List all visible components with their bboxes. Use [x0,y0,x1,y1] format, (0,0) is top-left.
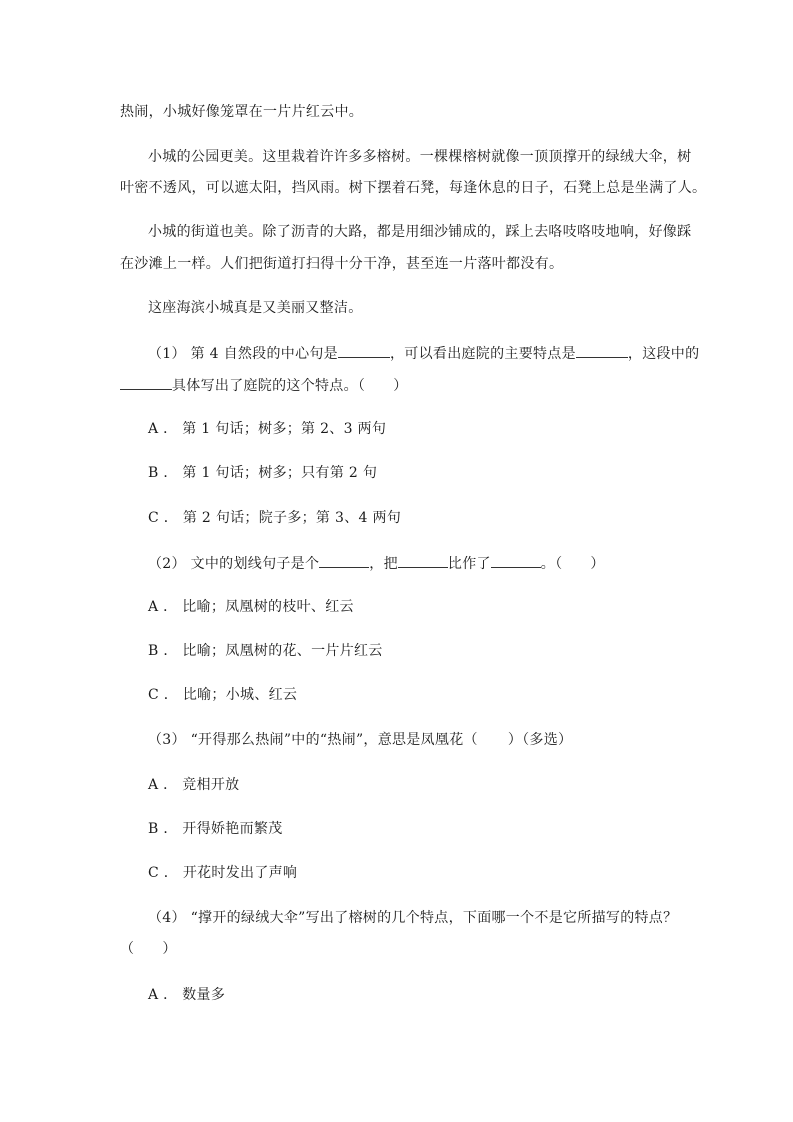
answer-blank[interactable] [576,343,628,358]
answer-blank[interactable] [338,343,390,358]
question-4-line2: （ ） [120,941,177,957]
question-4-option-a[interactable]: A ． 数量多 [148,987,226,1003]
question-3-option-c[interactable]: C ． 开花时发出了声响 [148,865,298,881]
answer-blank[interactable] [120,375,172,390]
passage-paragraph-park-line2: 叶密不透风，可以遮太阳，挡风雨。树下摆着石凳，每逢休息的日子，石凳上总是坐满了人。 [120,180,707,196]
question-2-option-a[interactable]: A ． 比喻；凤凰树的枝叶、红云 [148,599,354,615]
answer-blank[interactable] [398,553,448,568]
question-1-option-b[interactable]: B ． 第 1 句话；树多；只有第 2 句 [148,465,378,481]
question-4-line1: （4） “撑开的绿绒大伞”写出了榕树的几个特点，下面哪一个不是它所描写的特点？ [148,910,678,926]
answer-blank[interactable] [491,553,541,568]
question-1-line2: 具体写出了庭院的这个特点。（ ） [120,375,408,395]
passage-paragraph-park-line1: 小城的公园更美。这里栽着许许多多榕树。一棵棵榕树就像一顶顶撑开的绿绒大伞，树 [148,149,692,165]
passage-paragraph-street-line2: 在沙滩上一样。人们把街道打扫得十分干净，甚至连一片落叶都没有。 [120,256,564,272]
question-number: （4） [148,910,186,926]
question-3-stem: （3） “开得那么热闹”中的“热闹”，意思是凤凰花（ ）（多选） [148,732,573,748]
passage-paragraph-tail: 热闹，小城好像笼罩在一片片红云中。 [120,104,364,120]
question-1-line1: （1） 第 4 自然段的中心句是 ，可以看出庭院的主要特点是 ，这段中的 [148,343,699,363]
question-2-option-c[interactable]: C ． 比喻；小城、红云 [148,687,298,703]
answer-blank[interactable] [319,553,369,568]
question-2-option-b[interactable]: B ． 比喻；凤凰树的花、一片片红云 [148,643,383,659]
question-number: （1） [148,346,186,362]
question-number: （2） [148,556,186,572]
passage-paragraph-street-line1: 小城的街道也美。除了沥青的大路，都是用细沙铺成的，踩上去咯吱咯吱地响，好像踩 [148,224,692,240]
question-1-option-c[interactable]: C ． 第 2 句话；院子多；第 3、4 两句 [148,510,402,526]
question-number: （3） [148,732,186,748]
question-2-stem: （2） 文中的划线句子是个 ，把 比作了 。（ ） [148,553,605,573]
question-3-option-b[interactable]: B ． 开得娇艳而繁茂 [148,821,283,837]
question-3-option-a[interactable]: A ． 竞相开放 [148,777,240,793]
question-1-option-a[interactable]: A ． 第 1 句话；树多；第 2、3 两句 [148,421,387,437]
passage-paragraph-conclusion: 这座海滨小城真是又美丽又整洁。 [148,300,363,316]
